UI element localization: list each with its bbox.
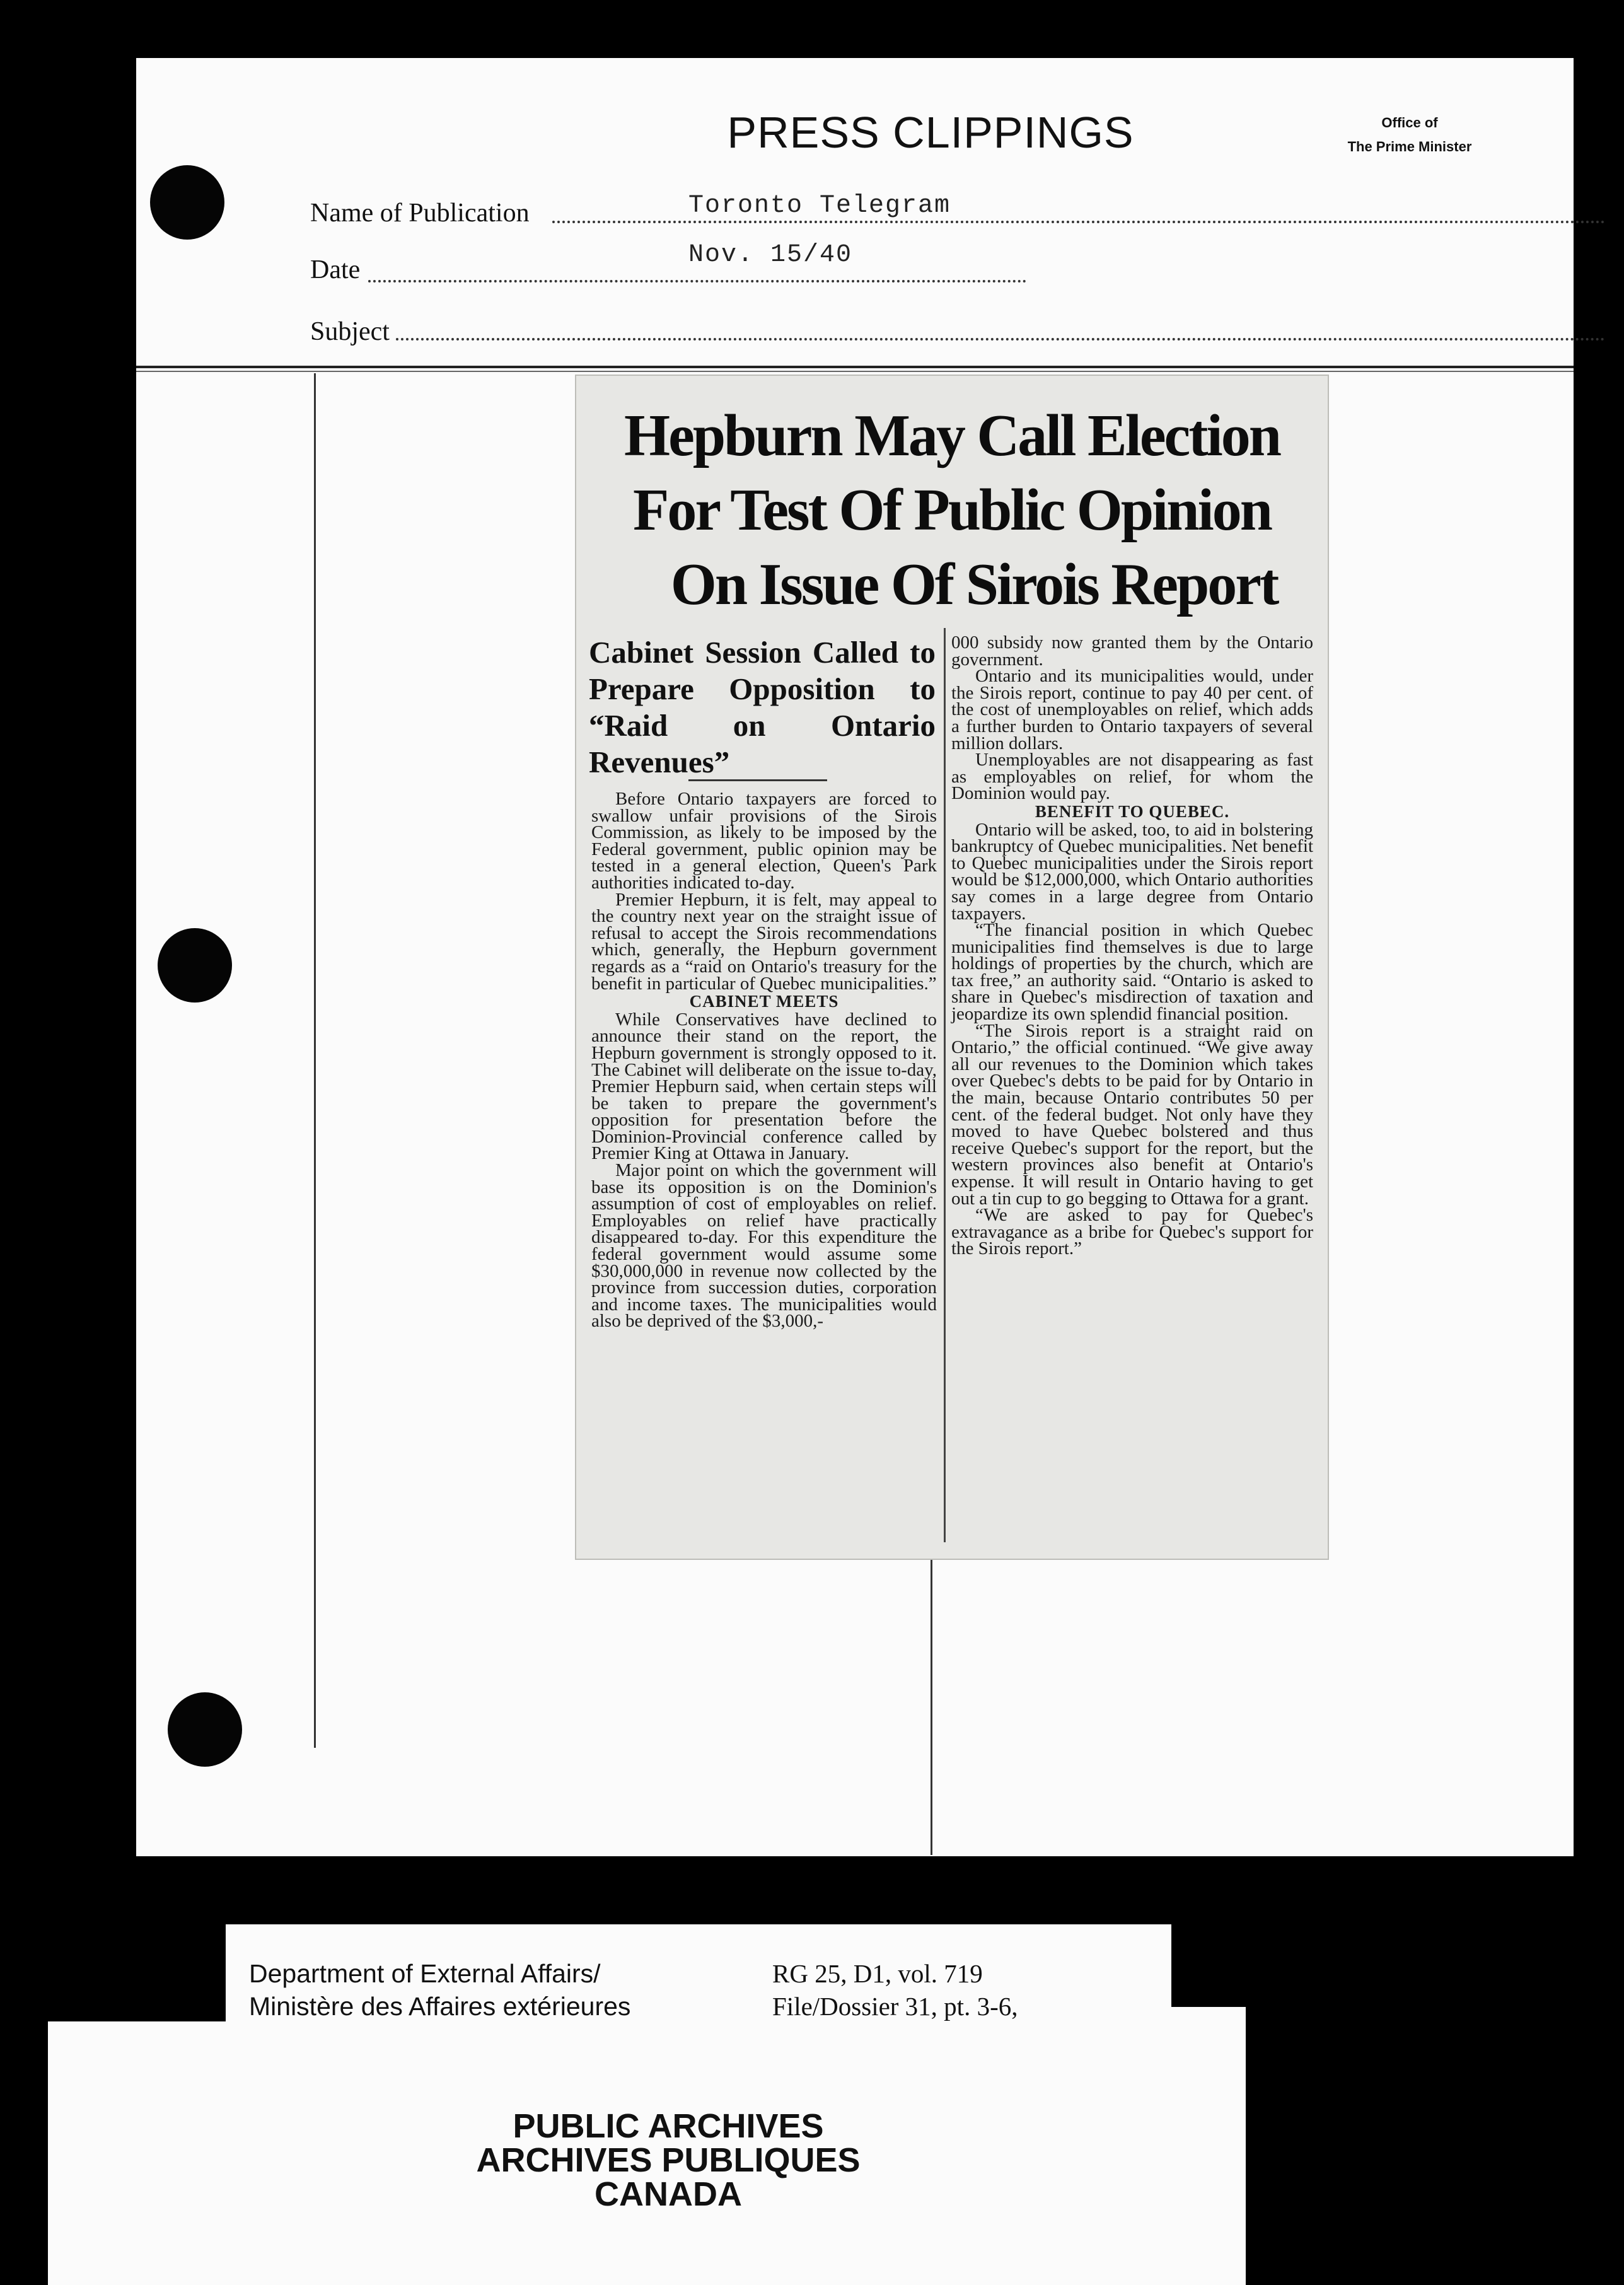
article-paragraph: “The financial position in which Quebec municipalities find themselves is due to large holdings of properties by the church, which are tax free,” an authority said. “Ontario is asked to share in Quebec's misdirection of taxation and jeopardize its own splendid financial position. — [951, 920, 1313, 1025]
reference-line-2: File/Dossier 31, pt. 3-6, — [772, 1992, 1018, 2021]
left-margin-rule — [314, 373, 316, 1748]
date-dotted-line — [368, 280, 1026, 282]
stamp-line-2: ARCHIVES PUBLIQUES — [476, 2141, 861, 2179]
article-paragraph: Ontario and its municipalities would, under the Sirois report, continue to pay 40 per cent. of the cost of unemployables on relief, which adds a further burden to Ontario taxpayers of several million dollars. — [951, 666, 1313, 753]
article-paragraph: Premier Hepburn, it is felt, may appeal to the country next year on the straight issue of refusal to accept the Sirois recommendations which, generally, the Hepburn government regards as a “raid on Ontario's treasury for the benefit in particular of Quebec municipalities.” — [591, 889, 937, 994]
punch-hole-middle — [158, 928, 232, 1003]
sheet-title: PRESS CLIPPINGS — [727, 108, 1134, 157]
column-divider — [944, 628, 946, 1542]
headline-line-2: For Test Of Public Opinion — [633, 477, 1271, 543]
punch-hole-top — [150, 165, 224, 240]
header-rule-thin — [136, 371, 1574, 372]
date-label: Date — [310, 255, 361, 284]
reference-block — [772, 1957, 1018, 2023]
article-paragraph: Ontario will be asked, too, to aid in bolstering bankruptcy of Quebec municipalities. Net benefit to Quebec municipalities under the Sirois report would be $12,000,000, which Ontario authorities say comes in a large degree from Ontario taxpayers. — [951, 819, 1313, 924]
headline — [575, 398, 1329, 622]
office-line-2: The Prime Minister — [1347, 139, 1472, 154]
department-line-2: Ministère des Affaires extérieures — [249, 1992, 631, 2021]
article-subhead: BENEFIT TO QUEBEC. — [1035, 801, 1230, 821]
headline-line-3: On Issue Of Sirois Report — [670, 552, 1278, 617]
headline-line-1: Hepburn May Call Election — [624, 403, 1280, 468]
subject-label: Subject — [310, 317, 390, 346]
stamp-line-1: PUBLIC ARCHIVES — [513, 2107, 824, 2145]
publication-value: Toronto Telegram — [688, 192, 951, 220]
office-line-1: Office of — [1381, 115, 1438, 131]
center-column-rule — [931, 1559, 932, 1855]
newspaper-clipping — [575, 375, 1329, 1560]
department-line-1: Department of External Affairs/ — [249, 1959, 601, 1988]
reference-line-1: RG 25, D1, vol. 719 — [772, 1959, 983, 1988]
archives-stamp — [416, 2109, 920, 2211]
article-paragraph: Unemployables are not disappearing as fast as employables on relief, for whom the Dominion would pay. — [951, 750, 1313, 804]
department-block — [249, 1957, 630, 2023]
archive-tab-left — [48, 2021, 231, 2285]
stamp-line-3: CANADA — [594, 2175, 742, 2213]
article-paragraph: Major point on which the government will base its opposition is on the Dominion's assumption of cost of employables on relief. Employables on relief have practically disappeared to-day. For this expenditure the federal government would assume some $30,000,000 in revenue now collected by the province from succession duties, corporation and income taxes. The municipalities would also be deprived of the $3,000,- — [591, 1160, 937, 1332]
subheadline-deck: Cabinet Session Called to Prepare Opposition to “Raid on Ontario Revenues” — [589, 635, 936, 779]
punch-hole-bottom — [168, 1692, 242, 1767]
article-subhead: CABINET MEETS — [689, 992, 839, 1011]
article-left-column — [591, 791, 937, 1330]
header-rule — [136, 366, 1574, 368]
article-right-column — [951, 634, 1313, 1257]
office-header — [1277, 111, 1542, 159]
article-paragraph: “The Sirois report is a straight raid on Ontario,” the official continued. “We give away all our revenues to the Dominion which takes over Quebec's debts to be paid for by Ontario in the main, because Ontario contributes 50 per cent. of the federal budget. Not only have they moved to have Quebec bolstered and thus receive Quebec's support for the report, but the western provinces also benefit at Ontario's expense. It will result in Ontario having to get out a tin cup to go begging to Ottawa for a grant. — [951, 1020, 1313, 1209]
article-paragraph: While Conservatives have declined to announce their stand on the report, the Hepburn government is strongly opposed to it. The Cabinet will deliberate on the issue to-day, Premier Hepburn said, when certain steps will be taken to prepare the government's opposition for presentation before the Dominion-Provincial conference called by Premier King at Ottawa in January. — [591, 1009, 937, 1164]
publication-label: Name of Publication — [310, 199, 530, 228]
subject-dotted-line — [396, 338, 1605, 340]
article-paragraph: 000 subsidy now granted them by the Ontario government. — [951, 632, 1313, 670]
article-paragraph: “We are asked to pay for Quebec's extravagance as a bribe for Quebec's support for the Sirois report.” — [951, 1205, 1313, 1259]
deck-rule — [688, 779, 827, 781]
publication-dotted-line — [552, 221, 1605, 223]
date-value: Nov. 15/40 — [688, 241, 853, 269]
article-paragraph: Before Ontario taxpayers are forced to swallow unfair provisions of the Sirois Commission, as likely to be imposed by the Federal government, public opinion may be tested in a general election, Queen's Park authorities indicated to-day. — [591, 789, 937, 893]
